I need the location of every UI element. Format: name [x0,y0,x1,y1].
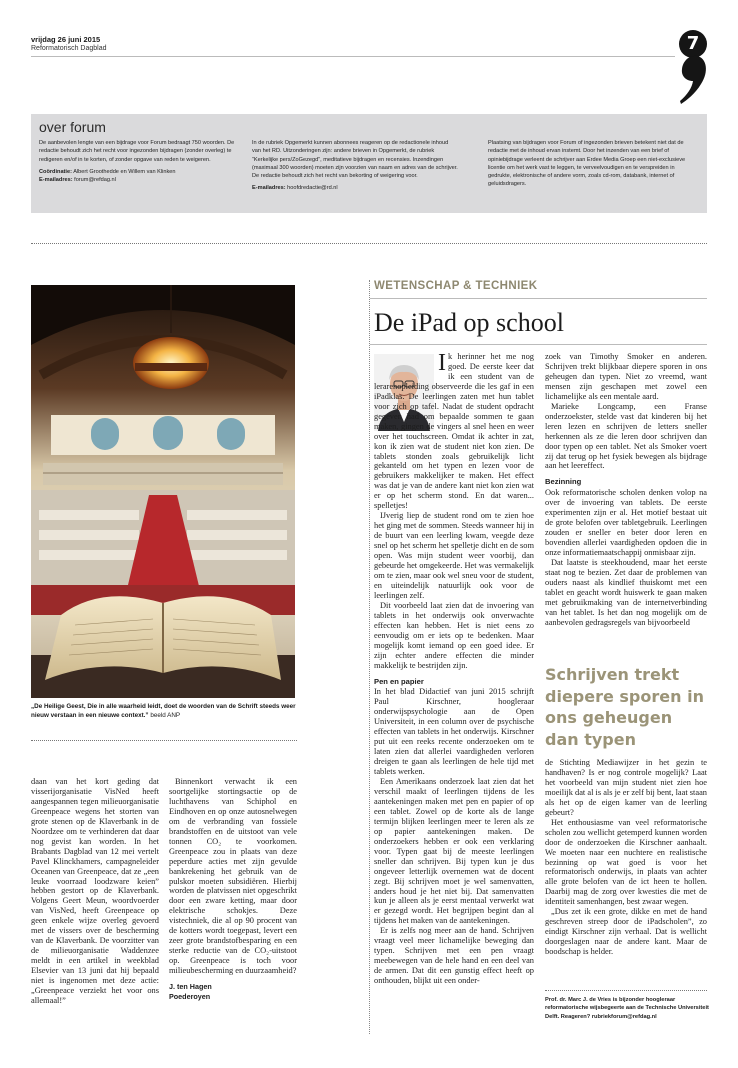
article-intro [374,352,534,511]
photo-caption [31,702,299,720]
comma-logo-icon [677,48,711,108]
editor-email-link[interactable]: hoofdredactie@rd.nl [287,185,338,192]
edition-date: vrijdag 26 juni 2015 [31,35,101,44]
article-paragraph: Dat laatste is steekhoudend, maar het eerste staat nog te bezien. Zet daar de problemen van ouders naast als kindlief thuiskomt met een tablet en geacht wordt huiswerk te gaan maken met gebruikmaking van de internetverbinding van het tablet. Is het dan nog mogelijk om de aanbevolen gedragsregels van bijvoorbeeld [545,558,707,627]
church-bible-photo [31,285,295,698]
newspaper-name: Reformatorisch Dagblad [31,45,107,52]
article-paragraph: Een Amerikaans onderzoek laat zien dat het verschil maakt of leerlingen tijdens de les aantekeningen maken met pen en papier of op een tablet. Zowel op de korte als de lange termijn blijken leerlingen meer te leren als ze op papier aantekeningen maken. De onderzoekers hebben er ook een verklaring voor. Typen gaat bij de meeste leerlingen sneller dan schrijven. Bij typen kun je dus ongeveer letterlijk overnemen wat de docent zegt. Bij schrijven moet je wel samenvatten, anders houd je het niet bij. Dat samenvatten kun je alleen als je eerst mentaal verwerkt wat er gezegd wordt. Het begrijpen begint dan al tijdens het maken van de aantekeningen. [374,777,534,926]
article-paragraph: Ook reformatorische scholen denken volop na over de invoering van tablets. De eerste experimenten zijn er al. Het motief bestaat uit de grote belofen over tabletgebruik. Leerlingen zouden er sneller en beter door leren en bovendien allerlei vaardigheden opdoen die in onze informatiemaatschappij onmisbaar zijn. [545,488,707,558]
page-number: 7 [679,30,707,58]
article-paragraph: IJverig liep de student rond om te zien hoe het ging met de sommen. Steeds wanneer hij in de buurt van een leerling kwam, veegde deze snel op het scherm het spelletje dicht en de som open. Was mijn student weer voorbij, dan gebeurde het omgekeerde. Het was vermakelijk om te zien, maar ook wel sneu voor de student, en uiteindelijk natuurlijk ook voor de leerlingen zelf. [374,511,534,600]
article-headline: De iPad op school [374,308,564,337]
caption-quote: „De Heilige Geest, Die in alle waarheid leidt, doet de woorden van de Schrift steeds weer nieuw verstaan in een nieuwe context.” [31,703,296,719]
intro-text: k herinner het me nog goed. De eerste keer dat ik een student van de lerarenopleiding observeerde die les gaf in een iPadklas. De leerlingen zaten met hun tablet voor zich op tafel. Nadat de student opdracht gegeven had om bepaalde sommen te gaan maken, gingen de vingers al snel heen en weer over het touchscreen. Omdat ik achter in zat, kon ik zien wat de student niet kon zien. De tablets stonden zoals gebruikelijk licht gekanteld om het typen en lezen voor de gebruikers makkelijker te maken. Het effect was dat je van de andere kant niet kon zien wat er op het scherm stond. En dat waren... spelletjes! [374,352,534,511]
drop-cap: I [438,350,446,376]
header-divider [31,56,675,57]
letter-text-1: daan van het kort geding dat visserijorganisatie VisNed heeft aangespannen tegen milieuorganisatie Greenpeace wegens het storten van grote stenen op de Klaverbank in de Noordzee om te verhinderen dat daar nog gevist kan worden. In het Brabants Dagblad van 12 mei vertelt Pavel Klinckhamers, campagneleider Oceanen van Greenpeace, dat ze „een leuke voorraad loodzware keien” hebben gestort op de Klaverbank. Volgens Geert Meun, woordvoerder van VisNed, heeft Greenpeace op geen enkele wijze overleg gevoerd met de vissers over de bescherming van de Klaverbank. De voorzitter van de milieuorganisatie Waddenzee meldt in een artikel in weekblad Elsevier van 13 juni dat hij bepaald niet is ingenomen met deze actie: „Greenpeace verziekt het voor ons allemaal!” [31,777,159,1005]
letter-text-2: Binnenkort verwacht ik een soortgelijke stortingsactie op de luchthavens van Schiphol en Eindhoven en op onze autosnelwegen om de verbranding van fossiele brandstoffen en de uitstoot van vele tonnen CO₂ te voorkomen. Greenpeace zou in plaats van deze peperdure acties met zijn gevulde bankrekening het gebruik van de pulskor moeten subsidiëren. Hierbij worden de platvissen niet opgeschrikt door een zware ketting, maar door elektrische schokjes. Deze vistechniek, die al op 90 procent van de kotters wordt toegepast, levert een zeer grote brandstofbesparing en een sterke reductie van de CO₂-uitstoot op. Greenpeace is toch voor milieubescherming en duurzaamheid? [169,777,297,976]
email-label: E-mailadres: [39,177,73,184]
forum-column-3 [488,139,698,193]
article-paragraph: In het blad Didactief van juni 2015 schrijft Paul Kirschner, hoogleraar onderwijspsychologie aan de Open Universiteit, in een column over de psychische effecten van tablets in het onderwijs. Kirschner put uit een reeks recente onderzoeken om te laten zien dat allerlei vaardigheden verloren dreigen te gaan als leerlingen de hele tijd met tablets werken. [374,687,534,777]
article-paragraph: Marieke Longcamp, een Franse onderzoekster, stelde vast dat kinderen bij het leren lezen en schrijven de letters sneller herkennen als ze die leren door schrijven dan door typen op een tablet. Net als Smoker voert zij dat terug op het fysiek bewegen als bijdrage aan het leereffect. [545,401,707,471]
section-divider [31,243,707,244]
section-rule [370,298,707,299]
section-label: WETENSCHAP & TECHNIEK [374,280,538,292]
letter-place: Poederoyen [169,992,211,1002]
article-column-2-continued [545,758,707,957]
article-paragraph: „Dus zet ik een grote, dikke en met de hand geschreven streep door de iPadscholen”, zo eindigt Kirschner zijn verhaal. Dat is wellicht doorgeslagen naar de andere kant. Maar de boodschap is helder. [545,907,707,957]
forum-col2-text: In de rubriek Opgemerkt kunnen abonnees reageren op de redactionele inhoud van het RD. Uitzonderingen zijn: andere brieven in Opgemerkt, de rubriek “Kerkelijke pers/ZoGezegd”, meditatieve bijdragen en recensies. Inzendingen (maximaal 300 woorden) moeten zijn voorzien van naam en adres van de schrijver. De redactie behoudt zich het recht van bekorting of weigering voor. [252,140,458,180]
subheading-bezinning: Bezinning [545,477,582,487]
forum-col3-text: Plaatsing van bijdragen voor Forum of ingezonden brieven betekent niet dat de redactie met de inhoud ervan instemt. Door het inzenden van een brief of opiniebijdrage verleent de schrijver aan Erdee Media Groep een niet-exclusieve licentie om het werk vast te leggen, te verveelvoudigen en te verspreiden in gedrukte, elektronische of andere vorm, zoals cd-rom, databank, internet of geluidsdragers. [488,140,686,188]
coord-label: Coördinatie: [39,168,72,175]
letter-column-1 [31,777,159,1006]
article-paragraph: de Stichting Mediawijzer in het gezin te handhaven? Is er nog controle mogelijk? Laat het voorbeeld van mijn student niet zien hoe moeilijk dat al is als je er zelf bij bent, laat staan als het op de eigen kamer van de leerling gebeurt? [545,758,707,817]
coord-value: Albert Groothedde en Willem van Klinken [73,168,176,175]
article-paragraph: Het enthousiasme van veel reformatorische scholen zou wellicht getemperd kunnen worden door de onderzoeken die Kirschner aanhaalt. We moeten naar een nuchtere en realistische bezinning op wat goed is voor het reformatorisch onderwijs, in plaats van achter alle grote belofen van de ict heen te hollen. Daarbij mag de zorg over kwesties die met de identiteit samenhangen, best zwaar wegen. [545,817,707,907]
column-divider [369,280,370,1034]
email-label: E-mailadres: [252,185,286,192]
photo-credit: beeld ANP [150,712,181,719]
caption-divider [31,740,297,741]
headline-rule [370,344,707,345]
pull-quote: Schrijven trekt diepere sporen in ons geheugen dan typen [545,665,704,749]
bio-divider [545,990,707,991]
subheading-pen-en-papier: Pen en papier [374,676,424,686]
letter-column-2 [169,777,297,1002]
forum-column-2 [252,139,458,193]
author-bio: Prof. dr. Marc J. de Vries is bijzonder hoogleraar reformatorische wijsbegeerte aan de Technische Universiteit Delft. Reageren? rubriekforum@refdag.nl [545,997,709,1020]
article-column-2 [545,352,707,628]
forum-title: over forum [39,119,106,135]
forum-col1-text: De aanbevolen lengte van een bijdrage voor Forum bedraagt 750 woorden. De redactie behoudt zich het recht voor ingezonden bijdragen (zonder overleg) te redigeren en/of in te korten, of zonder opgave van reden te weigeren. [39,140,235,163]
forum-email-link[interactable]: forum@refdag.nl [74,177,116,184]
forum-column-1 [39,139,244,184]
article-paragraph: Dit voorbeeld laat zien dat de invoering van tablets in het onderwijs ook onverwachte effecten kan hebben. Het is niet eens zo eenvoudig om er iets op te bedenken. Maar mogelijk komt iemand op een goed idee. Er zijn echter andere effecten die minder makkelijk te bestrijden zijn. [374,600,534,670]
article-paragraph: zoek van Timothy Smoker en anderen. Schrijven trekt blijkbaar diepere sporen in ons geheugen dan typen. Niet zo vreemd, want mensen zijn geschapen met zowel een lichamelijke als een mentale aard. [545,352,707,401]
article-paragraph: Er is zelfs nog meer aan de hand. Schrijven vraagt veel meer lichamelijke beweging dan typen. Schrijven met een pen vraagt meebewegen van de hele hand en een deel van de armen. Dat dit een gunstig effect heeft op onthouden, blijkt uit een onder- [374,926,534,986]
letter-author: J. ten Hagen [169,982,212,992]
article-column-1 [374,352,534,986]
